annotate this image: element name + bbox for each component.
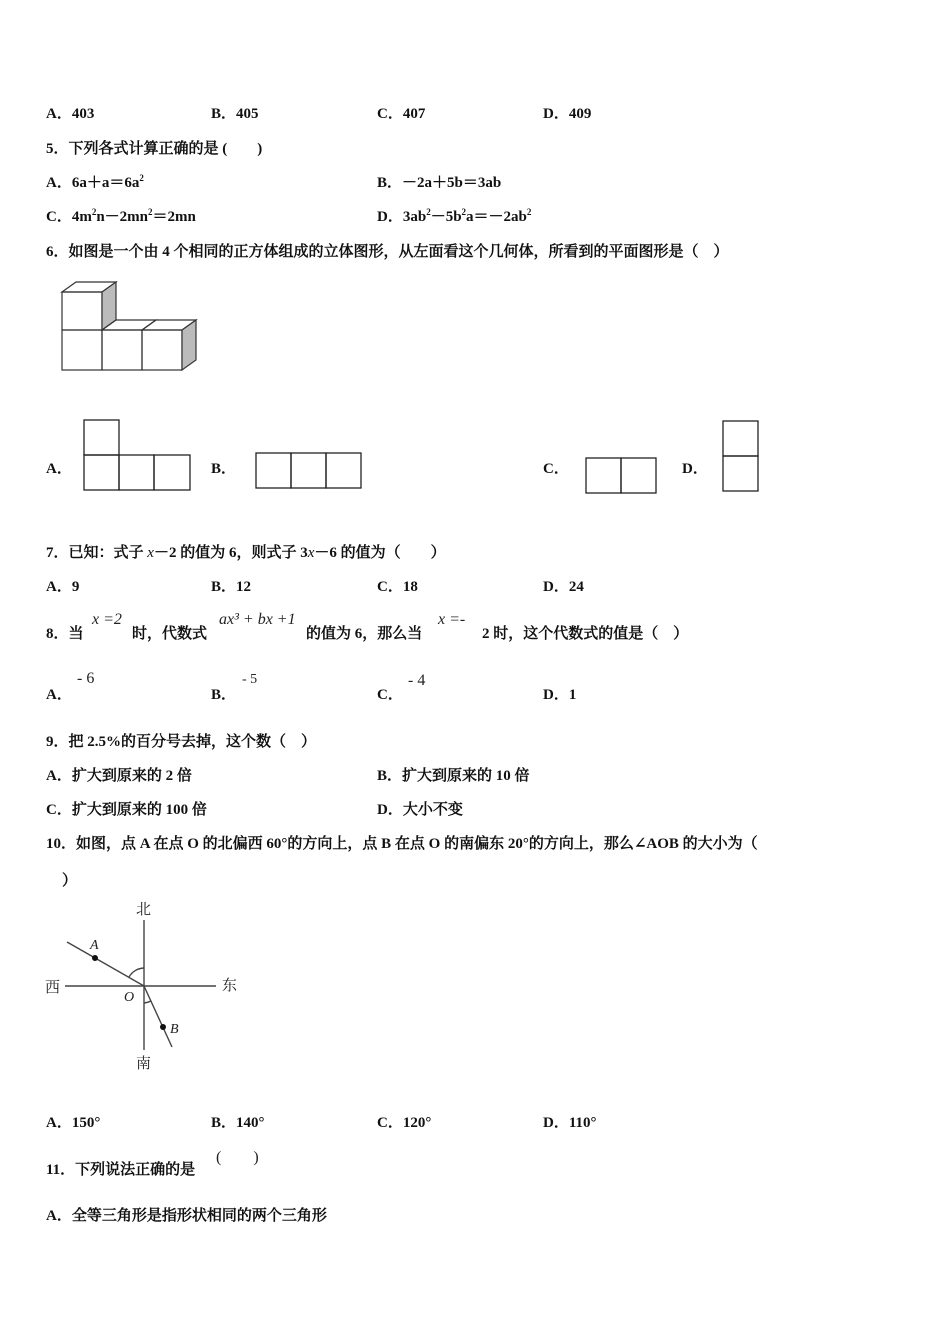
q9-option-a: A．扩大到原来的 2 倍 <box>46 768 192 784</box>
q8-stem-4: 2 时，这个代数式的值是（ ） <box>482 626 689 642</box>
q10-label-north: 北 <box>136 900 152 918</box>
q10-label-o: O <box>124 990 135 1005</box>
q10-option-a: A．150° <box>46 1115 101 1131</box>
q8-stem-3: 的值为 6，那么当 <box>306 626 423 642</box>
q8-math-expression: ax³ + bx +1 <box>219 611 296 628</box>
q10-label-south: 南 <box>136 1054 152 1072</box>
q4-option-a: A．403 <box>46 106 95 122</box>
q8-option-b-value: - 5 <box>242 672 258 687</box>
q4-option-d: D．409 <box>543 106 592 122</box>
q9-option-d: D．大小不变 <box>377 802 463 818</box>
q6-solid-figure <box>60 280 205 375</box>
q7-option-a: A．9 <box>46 579 80 595</box>
q10-option-d: D．110° <box>543 1115 597 1131</box>
q6-option-b-label: B． <box>211 461 237 477</box>
q10-label-west: 西 <box>45 978 61 996</box>
q6-option-a-label: A． <box>46 461 72 477</box>
q8-option-c-value: - 4 <box>408 672 426 689</box>
q8-math-x-eq-2: x =2 <box>92 611 122 628</box>
q11-stem: 11．下列说法正确的是 <box>46 1162 196 1178</box>
q9-option-c: C．扩大到原来的 100 倍 <box>46 802 207 818</box>
q8-math-x-eq-neg: x =- <box>438 611 466 628</box>
q6-stem: 6．如图是一个由 4 个相同的正方体组成的立体图形，从左面看这个几何体，所看到的平面图形是（ ） <box>46 244 729 260</box>
q6-option-a-figure <box>84 420 192 492</box>
q10-compass-figure <box>40 895 245 1075</box>
q7-option-c: C．18 <box>377 579 418 595</box>
q8-option-b-label: B． <box>211 687 237 703</box>
q8-option-a-label: A． <box>46 687 72 703</box>
q11-paren: ( ) <box>216 1149 259 1166</box>
q11-option-a: A．全等三角形是指形状相同的两个三角形 <box>46 1208 327 1224</box>
q10-stem: 10．如图，点 A 在点 O 的北偏西 60°的方向上，点 B 在点 O 的南偏东 20°的方向上，那么∠AOB 的大小为（ <box>46 836 758 852</box>
q10-stem-end: ） <box>62 873 78 889</box>
q10-label-b: B <box>170 1022 179 1037</box>
q7-option-b: B．12 <box>211 579 252 595</box>
q5-stem: 5．下列各式计算正确的是 ( ) <box>46 141 263 157</box>
q8-stem-2: 时，代数式 <box>132 626 208 642</box>
q10-option-c: C．120° <box>377 1115 432 1131</box>
q5-option-b: B．－2a＋5b＝3ab <box>377 175 502 191</box>
q6-option-d-figure <box>723 421 760 493</box>
q7-stem: 7．已知：式子 x－2 的值为 6，则式子 3x－6 的值为（ ） <box>46 545 446 561</box>
q10-label-a: A <box>90 938 99 953</box>
q10-option-b: B．140° <box>211 1115 265 1131</box>
q8-option-d: D．1 <box>543 687 577 703</box>
q7-option-d: D．24 <box>543 579 584 595</box>
q8-option-c-label: C． <box>377 687 403 703</box>
q8-option-a-value: - 6 <box>77 670 95 687</box>
q4-option-c: C．407 <box>377 106 426 122</box>
q6-option-d-label: D． <box>682 461 708 477</box>
q5-option-c: C．$4m^2n-2mn^2=2mn$ <box>46 207 196 225</box>
q5-option-d: D．$3ab^2-5b^2a=-2ab^2$ <box>377 207 532 225</box>
q9-stem: 9．把 2.5%的百分号去掉，这个数（ ） <box>46 734 317 750</box>
q10-label-east: 东 <box>222 976 238 994</box>
q6-option-b-figure <box>256 453 363 490</box>
q8-stem-1: 8．当 <box>46 626 84 642</box>
q9-option-b: B．扩大到原来的 10 倍 <box>377 768 530 784</box>
q6-option-c-label: C． <box>543 461 569 477</box>
q6-option-c-figure <box>586 458 658 495</box>
q5-option-a: A．$6a+a=6a^2$ <box>46 173 144 191</box>
q4-option-b: B．405 <box>211 106 259 122</box>
